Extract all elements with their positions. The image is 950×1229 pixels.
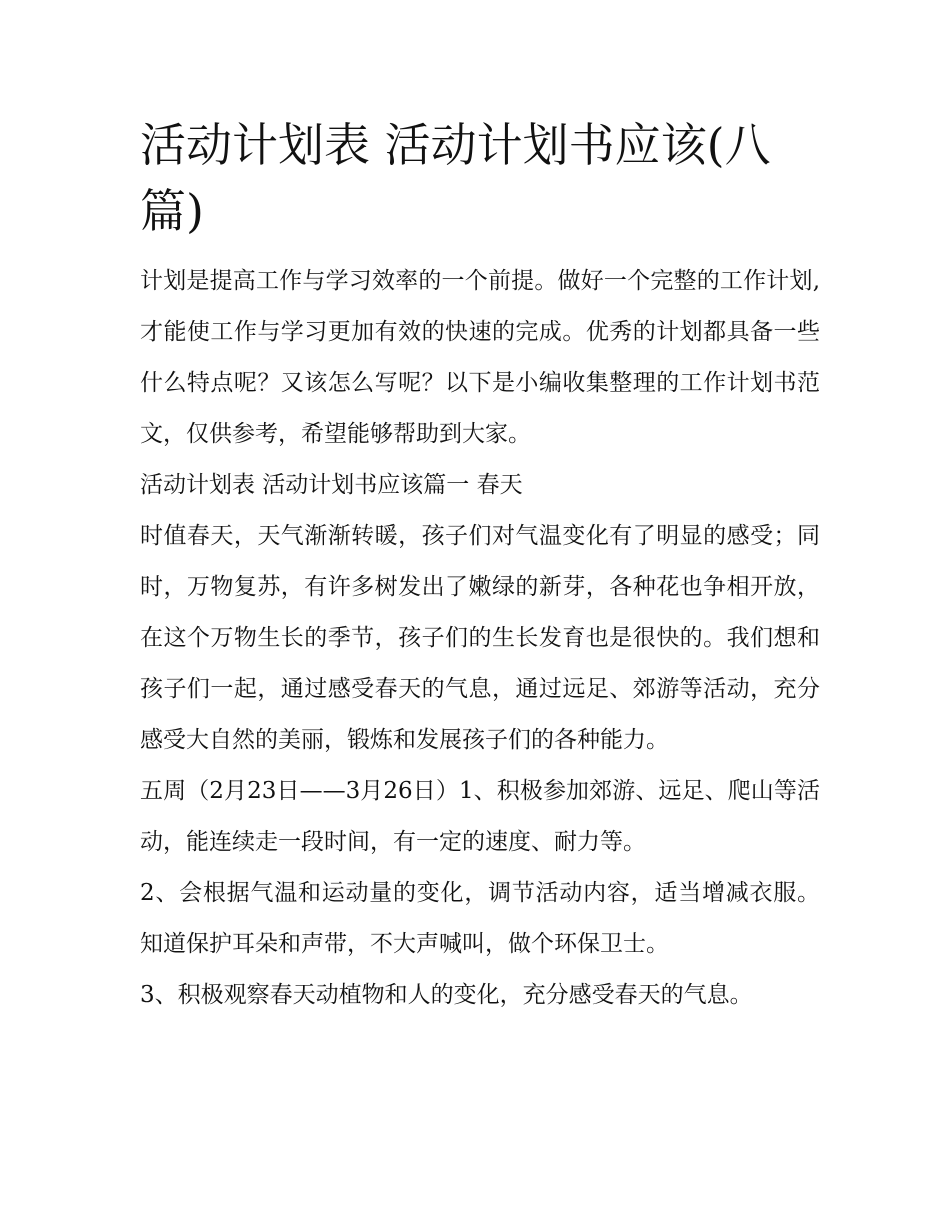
section-heading: 活动计划表 活动计划书应该篇一 春天	[140, 472, 523, 498]
list-item: 2、会根据气温和运动量的变化，调节活动内容，适当增减衣服。知道保护耳朵和声带，不大声喊叫，做个环保卫士。	[140, 880, 820, 957]
list-item: 五周（2月23日——3月26日）1、积极参加郊游、远足、爬山等活动，能连续走一段时间，有一定的速度、耐力等。	[140, 778, 820, 855]
intro-paragraph: 计划是提高工作与学习效率的一个前提。做好一个完整的工作计划,才能使工作与学习更加有效的快速的完成。优秀的计划都具备一些什么特点呢？又该怎么写呢？以下是小编收集整理的工作计划书范文，仅供参考，希望能够帮助到大家。	[140, 268, 820, 447]
section-body-paragraph: 时值春天，天气渐渐转暖，孩子们对气温变化有了明显的感受；同时，万物复苏，有许多树发出了嫩绿的新芽，各种花也争相开放，在这个万物生长的季节，孩子们的生长发育也是很快的。我们想和孩子们一起，通过感受春天的气息，通过远足、郊游等活动，充分感受大自然的美丽，锻炼和发展孩子们的各种能力。	[140, 523, 820, 753]
document-title: 活动计划表 活动计划书应该(八篇)	[140, 118, 771, 238]
document-content	[140, 112, 820, 1021]
list-item: 3、积极观察春天动植物和人的变化，充分感受春天的气息。	[140, 982, 753, 1008]
